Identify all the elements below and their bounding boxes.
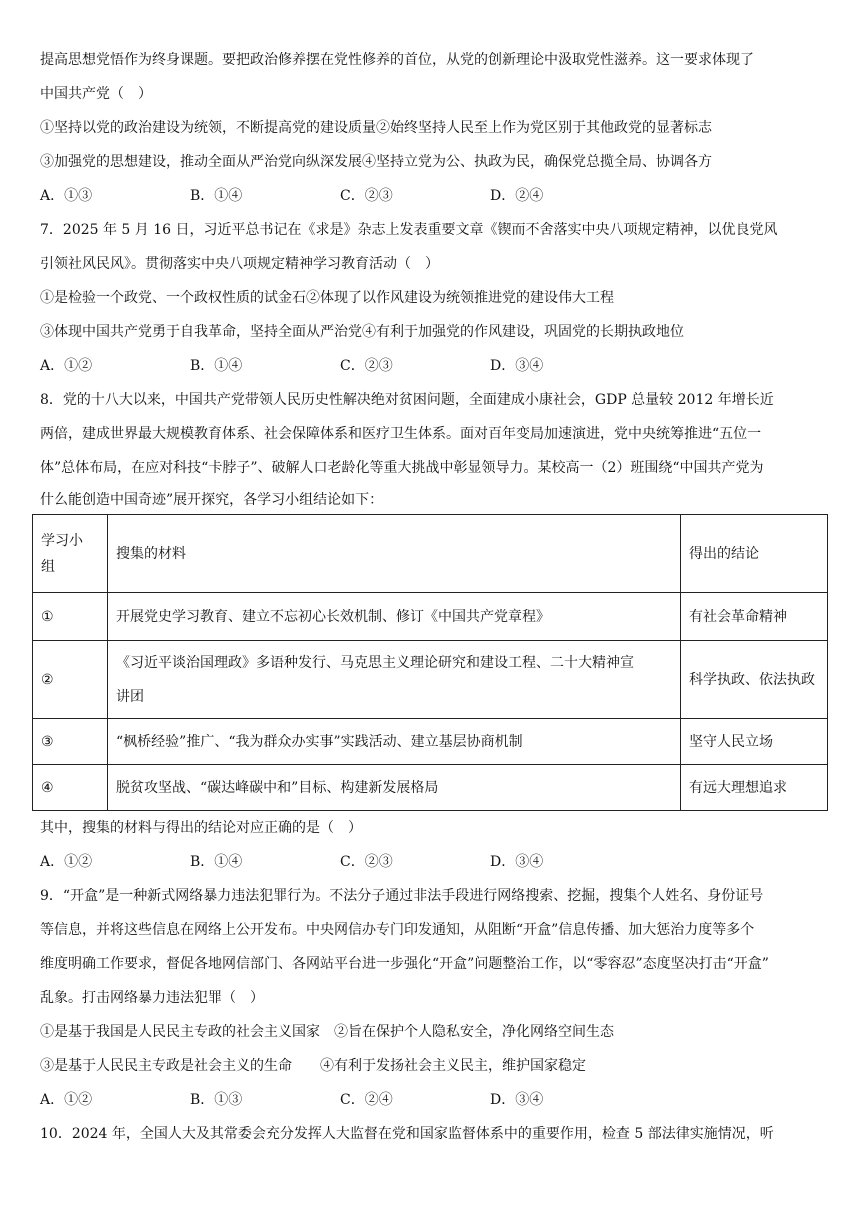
q9-items-3-4: ③是基于人民民主专政是社会主义的生命 ④有利于发扬社会主义民主，维护国家稳定	[40, 1058, 586, 1074]
q6-option-c[interactable]: C．②③	[340, 188, 393, 204]
q6-items-1-2: ①坚持以党的政治建设为统领，不断提高党的建设质量②始终坚持人民至上作为党区别于其他政党的显著标志	[40, 120, 712, 136]
q7-items-3-4: ③体现中国共产党勇于自我革命，坚持全面从严治党④有利于加强党的作风建设，巩固党的长期执政地位	[40, 324, 684, 340]
q8-option-a[interactable]: A．①②	[40, 854, 93, 870]
row-group-cell: ③	[33, 719, 108, 765]
q6-items-3-4: ③加强党的思想建设，推动全面从严治党向纵深发展④坚持立党为公、执政为民，确保党总揽全局、协调各方	[40, 154, 712, 170]
row-material-line: “枫桥经验”推广、“我为群众办实事”实践活动、建立基层协商机制	[116, 733, 523, 750]
q6-option-d[interactable]: D．②④	[490, 188, 544, 204]
q6-stem-line-1: 提高思想党悟作为终身课题。要把政治修养摆在党性修养的首位，从党的创新理论中汲取党性滋养。这一要求体现了	[40, 52, 754, 68]
q7-option-b[interactable]: B．①④	[190, 358, 243, 374]
row-material-line: 开展党史学习教育、建立不忘初心长效机制、修订《中国共产党章程》	[116, 608, 550, 625]
q9-option-c[interactable]: C．②④	[340, 1092, 393, 1108]
q8-stem-line-3: 体”总体布局，在应对科技“卡脖子”、破解人口老龄化等重大挑战中彰显领导力。某校高一（2）班围绕“中国共产党为	[40, 460, 764, 476]
q8-stem-line-2: 两倍，建成世界最大规模教育体系、社会保障体系和医疗卫生体系。面对百年变局加速演进，党中央统筹推进“五位一	[40, 426, 762, 442]
q7-stem-line-2: 引领社风民风》。贯彻落实中央八项规定精神学习教育活动（ ）	[40, 256, 439, 272]
row-group-cell: ②	[33, 641, 108, 719]
q8-option-b[interactable]: B．①④	[190, 854, 243, 870]
q6-option-a[interactable]: A．①③	[40, 188, 93, 204]
q9-items-1-2: ①是基于我国是人民民主专政的社会主义国家 ②旨在保护个人隐私安全，净化网络空间生态	[40, 1024, 614, 1040]
q8-question-line: 其中，搜集的材料与得出的结论对应正确的是（ ）	[40, 820, 362, 836]
table-row	[33, 593, 828, 641]
q9-stem-line-4: 乱象。打击网络暴力违法犯罪（ ）	[40, 990, 264, 1006]
row-material-cell	[108, 719, 681, 765]
q9-stem-line-2: 等信息，并将这些信息在网络上公开发布。中央网信办专门印发通知，从阻断“开盒”信息传播、加大惩治力度等多个	[40, 922, 755, 938]
q7-option-a[interactable]: A．①②	[40, 358, 93, 374]
table-row	[33, 719, 828, 765]
header-group-cell	[33, 515, 108, 593]
header-group-line-2: 组	[41, 558, 55, 575]
q7-option-d[interactable]: D．③④	[490, 358, 544, 374]
study-group-table	[32, 514, 828, 811]
q9-option-a[interactable]: A．①②	[40, 1092, 93, 1108]
row-material-cell	[108, 593, 681, 641]
table-row	[33, 765, 828, 811]
q6-option-b[interactable]: B．①④	[190, 188, 243, 204]
q7-items-1-2: ①是检验一个政党、一个政权性质的试金石②体现了以作风建设为统领推进党的建设伟大工程	[40, 290, 614, 306]
row-conclusion-cell: 有远大理想追求	[681, 765, 828, 811]
row-group-cell: ①	[33, 593, 108, 641]
q9-option-d[interactable]: D．③④	[490, 1092, 544, 1108]
row-material-line: 讲团	[116, 688, 144, 705]
q8-stem-line-4: 什么能创造中国奇迹”展开探究，各学习小组结论如下：	[40, 492, 384, 508]
row-conclusion-cell: 科学执政、依法执政	[681, 641, 828, 719]
q6-stem-line-2: 中国共产党（ ）	[40, 86, 152, 102]
row-group-cell: ④	[33, 765, 108, 811]
q8-stem-line-1: 8．党的十八大以来，中国共产党带领人民历史性解决绝对贫困问题，全面建成小康社会，GDP 总量较 2012 年增长近	[40, 392, 774, 408]
q9-option-b[interactable]: B．①③	[190, 1092, 243, 1108]
header-conclusion-cell: 得出的结论	[681, 515, 828, 593]
q7-stem-line-1: 7．2025 年 5 月 16 日，习近平总书记在《求是》杂志上发表重要文章《锲而不舍落实中央八项规定精神，以优良党风	[40, 222, 778, 238]
row-material-line: 《习近平谈治国理政》多语种发行、马克思主义理论研究和建设工程、二十大精神宣	[116, 654, 634, 671]
row-material-line: 脱贫攻坚战、“碳达峰碳中和”目标、构建新发展格局	[116, 779, 439, 796]
table-header-row	[33, 515, 828, 593]
row-material-cell	[108, 641, 681, 719]
q9-stem-line-1: 9．“开盒”是一种新式网络暴力违法犯罪行为。不法分子通过非法手段进行网络搜索、挖掘，搜集个人姓名、身份证号	[40, 888, 764, 904]
q8-option-c[interactable]: C．②③	[340, 854, 393, 870]
row-conclusion-cell: 坚守人民立场	[681, 719, 828, 765]
q10-stem-line-1: 10．2024 年，全国人大及其常委会充分发挥人大监督在党和国家监督体系中的重要作用，检查 5 部法律实施情况，听	[40, 1126, 774, 1142]
q7-option-c[interactable]: C．②③	[340, 358, 393, 374]
header-group-line-1: 学习小	[41, 532, 83, 549]
q9-stem-line-3: 维度明确工作要求，督促各地网信部门、各网站平台进一步强化“开盒”问题整治工作，以“零容忍”态度坚决打击“开盒”	[40, 956, 769, 972]
header-material-cell: 搜集的材料	[108, 515, 681, 593]
table-row	[33, 641, 828, 719]
row-material-cell	[108, 765, 681, 811]
row-conclusion-cell: 有社会革命精神	[681, 593, 828, 641]
q8-option-d[interactable]: D．③④	[490, 854, 544, 870]
